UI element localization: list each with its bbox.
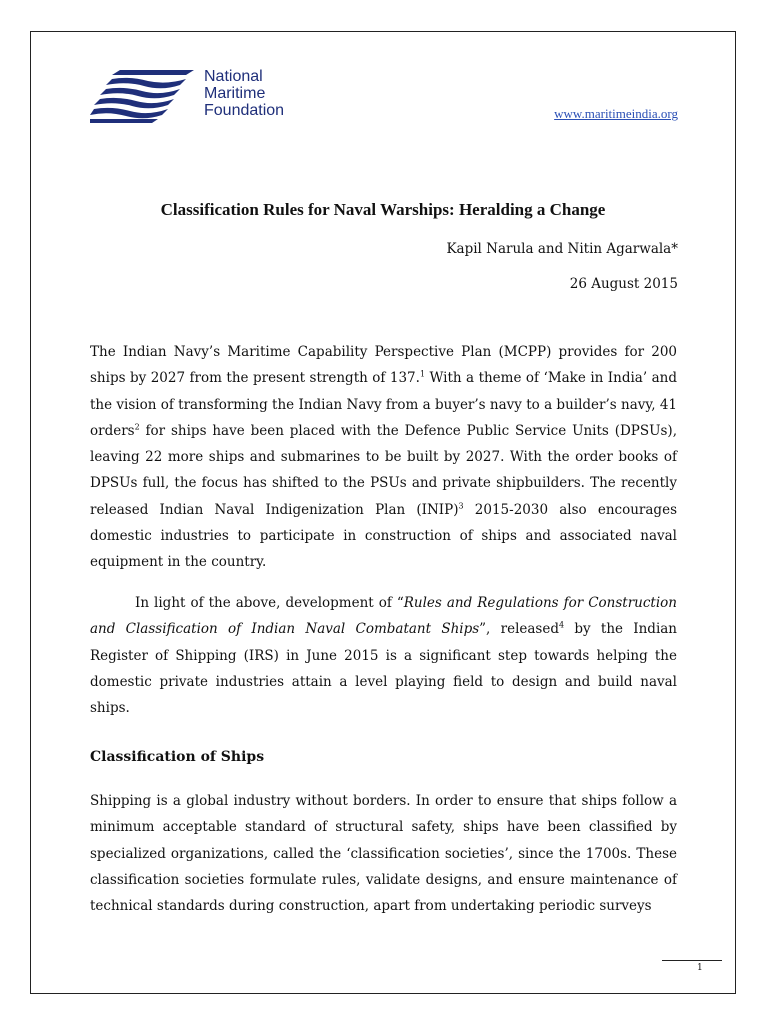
org-name — [204, 68, 284, 119]
section-heading: Classification of Ships — [90, 749, 265, 765]
footnote-ref-3[interactable]: 3 — [458, 501, 464, 511]
org-name-line2: Maritime — [204, 85, 266, 102]
rules-title-italic: Rules and Regulations for Construction and Classification of Indian Naval Combatant Ships — [90, 595, 677, 638]
footnote-ref-1[interactable]: 1 — [419, 369, 426, 379]
waves-logo-icon — [90, 68, 202, 124]
page-number: 1 — [697, 963, 703, 973]
footnote-ref-2[interactable]: 2 — [134, 422, 140, 432]
org-name-line3: Foundation — [204, 102, 285, 119]
nmf-logo — [90, 68, 285, 124]
footnote-ref-4[interactable]: 4 — [558, 620, 565, 630]
publish-date: 26 August 2015 — [569, 276, 678, 292]
article-title: Classification Rules for Naval Warships: Heralding a Change — [160, 200, 606, 219]
intro-paragraph: The Indian Navy’s Maritime Capability Perspective Plan (MCPP) provides for 200 ships by 2027 from the present strength of 137.$^1$ With a theme of ‘Make in India’ and the vision of transforming the Indian Navy from a buyer’s navy to a builder’s navy, 41 orders$^2$ for ships have been placed with the Defence Public Service Units (DPSUs), leaving 22 more ships and submarines to be built by 2027. With the order books of DPSUs full, the focus has shifted to the PSUs and private shipbuilders. The recently released Indian Naval Indigenization Plan (INIP)$^3$ 2015-2030 also encourages domestic industries to participate in construction of ships and associated naval equipment in the country. — [90, 344, 677, 571]
section-paragraph: Shipping is a global industry without borders. In order to ensure that ships follow a minimum acceptable standard of structural safety, ships have been classified by specialized organizations, called the ‘classification societies’, since the 1700s. These classification societies formulate rules, validate designs, and ensure maintenance of technical standards during construction, apart from undertaking periodic surveys — [90, 793, 677, 915]
org-name-line1: National — [204, 68, 263, 85]
author-byline: Kapil Narula and Nitin Agarwala* — [446, 241, 678, 257]
website-link[interactable]: www.maritimeindia.org — [554, 106, 678, 121]
page-number-rule — [662, 960, 722, 961]
second-paragraph: In light of the above, development of “Rules and Regulations for Construction and Classification of Indian Naval Combatant Ships”, released$^4$ by the Indian Register of Shipping (IRS) in June 2015 is a significant step towards helping the domestic private industries attain a level playing field to design and build naval ships. — [90, 595, 678, 717]
